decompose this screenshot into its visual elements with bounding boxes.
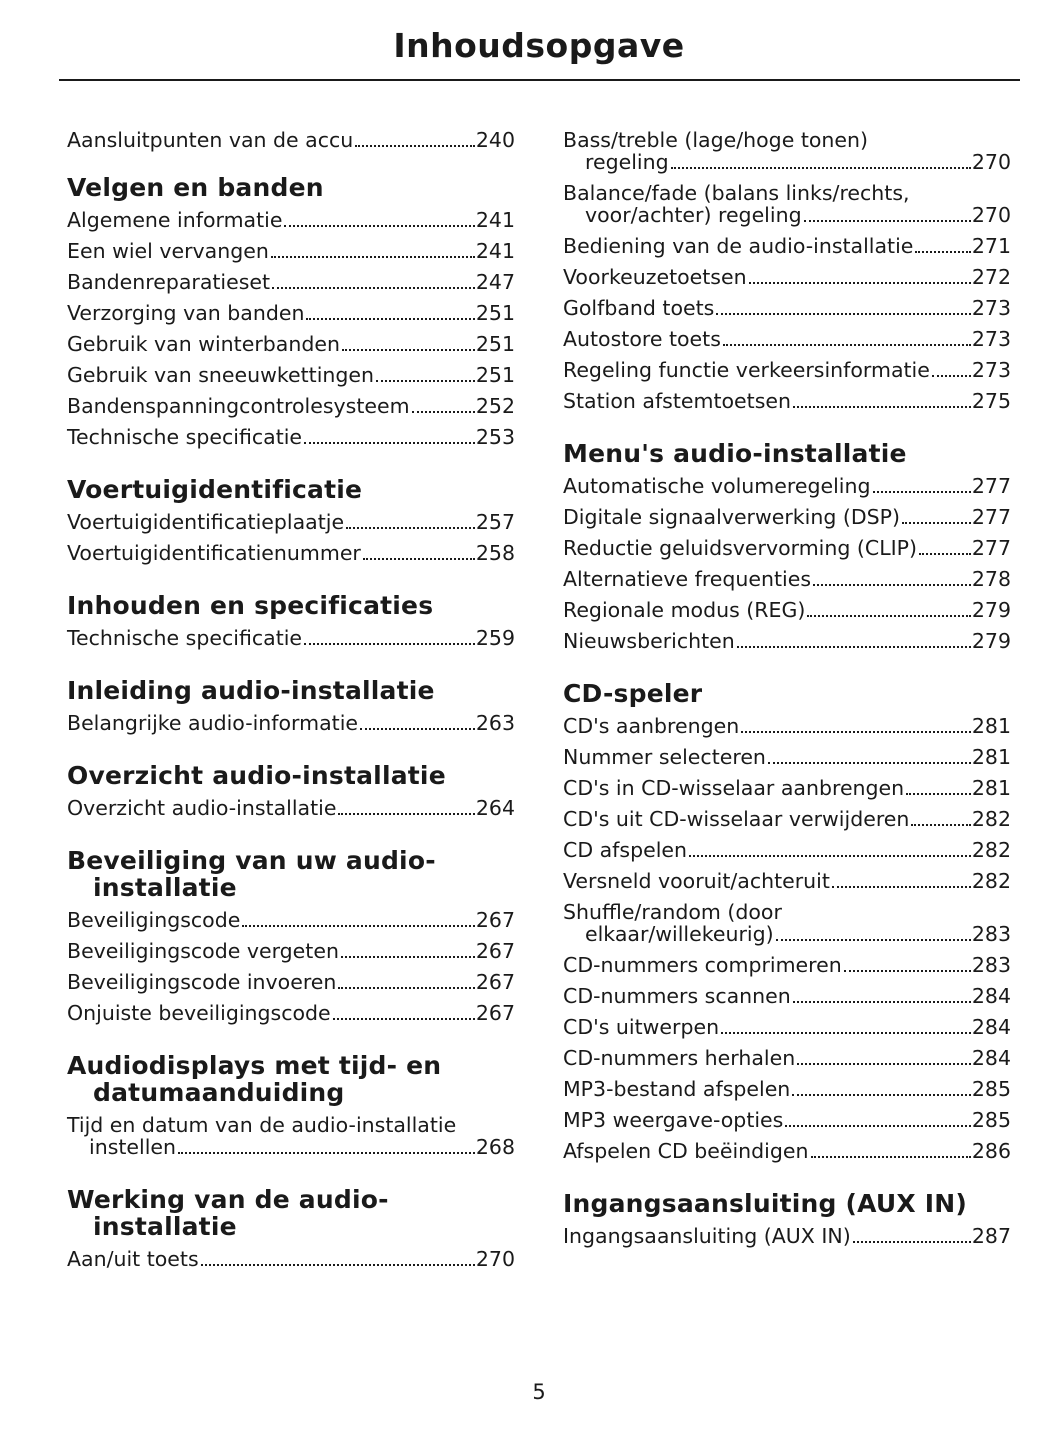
toc-page-number: 267 bbox=[475, 970, 515, 994]
toc-entry-label: CD's aanbrengen bbox=[563, 714, 740, 738]
toc-section-menus bbox=[563, 440, 1011, 657]
leader-dots bbox=[716, 313, 971, 315]
leader-dots bbox=[178, 1152, 475, 1154]
toc-entry[interactable] bbox=[563, 262, 1011, 293]
toc-entry-label: Aan/uit toets bbox=[67, 1247, 199, 1271]
toc-section-beveiliging bbox=[67, 847, 515, 1029]
toc-entry-label: Nieuwsberichten bbox=[563, 629, 735, 653]
toc-entry-label: Automatische volumeregeling bbox=[563, 474, 871, 498]
toc-section-audiodisplays bbox=[67, 1052, 515, 1163]
toc-page-number: 258 bbox=[475, 541, 515, 565]
toc-page-number: 279 bbox=[971, 598, 1011, 622]
leader-dots bbox=[902, 522, 971, 524]
toc-entry[interactable]: Balance/fade (balans links/rechts, voor/achter) regeling 270 bbox=[563, 181, 1011, 227]
toc-entry[interactable] bbox=[67, 998, 515, 1029]
toc-entry-label: CD-nummers herhalen bbox=[563, 1046, 796, 1070]
leader-dots bbox=[807, 615, 971, 617]
leader-dots bbox=[911, 824, 970, 826]
toc-page-number: 253 bbox=[475, 425, 515, 449]
toc-section-intro-right bbox=[563, 125, 1011, 417]
toc-section-aux bbox=[563, 1190, 1011, 1252]
toc-entry[interactable] bbox=[67, 205, 515, 236]
leader-dots bbox=[844, 970, 971, 972]
section-heading: Ingangsaansluiting (AUX IN) bbox=[563, 1189, 968, 1218]
toc-entry[interactable] bbox=[563, 1074, 1011, 1105]
leader-dots bbox=[915, 251, 970, 253]
toc-entry-label: CD afspelen bbox=[563, 838, 688, 862]
toc-entry[interactable] bbox=[67, 905, 515, 936]
toc-entry[interactable] bbox=[67, 329, 515, 360]
toc-entry-label: Onjuiste beveiligingscode bbox=[67, 1001, 331, 1025]
leader-dots bbox=[355, 145, 475, 147]
toc-entry-label: CD's uitwerpen bbox=[563, 1015, 720, 1039]
leader-dots bbox=[737, 646, 971, 648]
toc-page-number: 263 bbox=[475, 711, 515, 735]
toc-entry[interactable] bbox=[563, 324, 1011, 355]
toc-entry-label: Algemene informatie bbox=[67, 208, 283, 232]
toc-page-number: 241 bbox=[475, 208, 515, 232]
toc-page-number: 272 bbox=[971, 265, 1011, 289]
toc-entry[interactable] bbox=[67, 623, 515, 654]
toc-page-number: 271 bbox=[971, 234, 1011, 258]
toc-entry-label: Een wiel vervangen bbox=[67, 239, 269, 263]
toc-page-number: 278 bbox=[971, 567, 1011, 591]
toc-entry[interactable] bbox=[563, 1012, 1011, 1043]
toc-section-voertuigidentificatie bbox=[67, 476, 515, 569]
toc-entry[interactable] bbox=[563, 804, 1011, 835]
toc-page-number: 240 bbox=[475, 128, 515, 152]
toc-section-overzicht bbox=[67, 762, 515, 824]
leader-dots bbox=[793, 1001, 971, 1003]
toc-entry-label: Voertuigidentificatienummer bbox=[67, 541, 361, 565]
toc-entry[interactable] bbox=[67, 507, 515, 538]
toc-entry[interactable] bbox=[563, 231, 1011, 262]
toc-page-number: 284 bbox=[971, 1046, 1011, 1070]
leader-dots bbox=[768, 762, 971, 764]
toc-entry-label: Technische specificatie bbox=[67, 425, 303, 449]
toc-entry[interactable] bbox=[563, 742, 1011, 773]
toc-entry-label: Versneld vooruit/achteruit bbox=[563, 869, 830, 893]
toc-entry[interactable] bbox=[563, 1221, 1011, 1252]
toc-page-number: 257 bbox=[475, 510, 515, 534]
toc-page-number: 273 bbox=[971, 358, 1011, 382]
toc-page-number: 270 bbox=[971, 203, 1011, 227]
toc-entry[interactable] bbox=[563, 773, 1011, 804]
toc-right-column bbox=[563, 125, 1011, 1252]
toc-entry-label: Regeling functie verkeersinformatie bbox=[563, 358, 930, 382]
toc-page-number: 277 bbox=[971, 474, 1011, 498]
leader-dots bbox=[338, 987, 474, 989]
leader-dots bbox=[360, 728, 475, 730]
toc-entry-label: MP3 weergave-opties bbox=[563, 1108, 784, 1132]
leader-dots bbox=[797, 1063, 971, 1065]
leader-dots bbox=[853, 1241, 971, 1243]
toc-entry-label: CD-nummers comprimeren bbox=[563, 953, 842, 977]
toc-entry-label: Bediening van de audio-installatie bbox=[563, 234, 914, 258]
leader-dots bbox=[721, 1032, 971, 1034]
toc-page-number: 273 bbox=[971, 296, 1011, 320]
toc-page-number: 277 bbox=[971, 536, 1011, 560]
toc-entry[interactable] bbox=[67, 1244, 515, 1275]
leader-dots bbox=[342, 349, 475, 351]
toc-entry-label: Beveiligingscode invoeren bbox=[67, 970, 337, 994]
section-heading: Overzicht audio-installatie bbox=[67, 761, 446, 790]
leader-dots bbox=[873, 491, 971, 493]
toc-entry[interactable] bbox=[67, 125, 515, 156]
toc-page-number: 282 bbox=[971, 838, 1011, 862]
toc-entry[interactable] bbox=[563, 502, 1011, 533]
toc-entry-label: CD's in CD-wisselaar aanbrengen bbox=[563, 776, 905, 800]
toc-page-number: 251 bbox=[475, 301, 515, 325]
toc-entry[interactable] bbox=[563, 1105, 1011, 1136]
leader-dots bbox=[272, 287, 475, 289]
toc-page-number: 287 bbox=[971, 1224, 1011, 1248]
toc-entry[interactable] bbox=[67, 422, 515, 453]
leader-dots bbox=[932, 375, 971, 377]
toc-page-number: 241 bbox=[475, 239, 515, 263]
toc-page-number: 270 bbox=[475, 1247, 515, 1271]
toc-entry-label: Beveiligingscode vergeten bbox=[67, 939, 339, 963]
toc-page-number: 284 bbox=[971, 1015, 1011, 1039]
toc-entry-label: Overzicht audio-installatie bbox=[67, 796, 337, 820]
toc-entry-label: Belangrijke audio-informatie bbox=[67, 711, 359, 735]
leader-dots bbox=[363, 558, 475, 560]
leader-dots bbox=[671, 167, 971, 169]
leader-dots bbox=[919, 553, 971, 555]
toc-entry-label: Voorkeuzetoetsen bbox=[563, 265, 747, 289]
toc-page-number: 252 bbox=[475, 394, 515, 418]
toc-section-werking bbox=[67, 1186, 515, 1275]
page-number: 5 bbox=[532, 1380, 546, 1404]
toc-page-number: 283 bbox=[971, 922, 1011, 946]
page-title: Inhoudsopgave bbox=[393, 26, 685, 65]
section-heading: CD-speler bbox=[563, 679, 703, 708]
toc-entry[interactable] bbox=[563, 1136, 1011, 1167]
toc-entry-label: Voertuigidentificatieplaatje bbox=[67, 510, 345, 534]
toc-entry[interactable] bbox=[67, 538, 515, 569]
section-heading: Velgen en banden bbox=[67, 173, 324, 202]
section-heading: Werking van de audio-installatie bbox=[67, 1185, 389, 1241]
toc-page-number: 275 bbox=[971, 389, 1011, 413]
title-divider bbox=[59, 79, 1020, 81]
toc-entry[interactable] bbox=[67, 360, 515, 391]
toc-entry[interactable] bbox=[563, 355, 1011, 386]
leader-dots bbox=[306, 318, 474, 320]
toc-entry[interactable] bbox=[563, 950, 1011, 981]
toc-entry-label: MP3-bestand afspelen bbox=[563, 1077, 791, 1101]
toc-entry-label: Alternatieve frequenties bbox=[563, 567, 812, 591]
toc-section-intro-left bbox=[67, 125, 515, 156]
toc-entry-label: Bandenspanningcontrolesysteem bbox=[67, 394, 410, 418]
toc-entry[interactable] bbox=[563, 1043, 1011, 1074]
toc-page-number: 268 bbox=[475, 1135, 515, 1159]
toc-page-number: 279 bbox=[971, 629, 1011, 653]
leader-dots bbox=[776, 939, 971, 941]
leader-dots bbox=[689, 855, 971, 857]
toc-entry-label: Technische specificatie bbox=[67, 626, 303, 650]
toc-entry[interactable] bbox=[563, 711, 1011, 742]
toc-page-number: 273 bbox=[971, 327, 1011, 351]
toc-entry[interactable] bbox=[67, 267, 515, 298]
leader-dots bbox=[412, 411, 475, 413]
leader-dots bbox=[304, 643, 475, 645]
toc-page-number: 283 bbox=[971, 953, 1011, 977]
toc-entry[interactable] bbox=[563, 471, 1011, 502]
toc-entry-label: Aansluitpunten van de accu bbox=[67, 128, 354, 152]
toc-entry[interactable] bbox=[67, 793, 515, 824]
toc-left-column bbox=[67, 125, 515, 1275]
toc-entry-label: CD-nummers scannen bbox=[563, 984, 791, 1008]
leader-dots bbox=[906, 793, 971, 795]
leader-dots bbox=[741, 731, 971, 733]
toc-entry-label: Ingangsaansluiting (AUX IN) bbox=[563, 1224, 851, 1248]
toc-entry-label: Beveiligingscode bbox=[67, 908, 241, 932]
toc-page-number: 259 bbox=[475, 626, 515, 650]
toc-entry-label: Reductie geluidsvervorming (CLIP) bbox=[563, 536, 918, 560]
leader-dots bbox=[813, 584, 971, 586]
leader-dots bbox=[749, 282, 971, 284]
toc-entry[interactable]: Tijd en datum van de audio-installatie instellen 268 bbox=[67, 1113, 515, 1159]
toc-page-number: 251 bbox=[475, 363, 515, 387]
toc-entry[interactable] bbox=[563, 386, 1011, 417]
leader-dots bbox=[201, 1264, 475, 1266]
leader-dots bbox=[284, 225, 474, 227]
toc-page-number: 286 bbox=[971, 1139, 1011, 1163]
toc-entry-label: Autostore toets bbox=[563, 327, 721, 351]
leader-dots bbox=[804, 220, 971, 222]
section-heading: Voertuigidentificatie bbox=[67, 475, 363, 504]
toc-entry[interactable] bbox=[563, 981, 1011, 1012]
leader-dots bbox=[271, 256, 475, 258]
leader-dots bbox=[832, 886, 971, 888]
toc-entry-label: Afspelen CD beëindigen bbox=[563, 1139, 809, 1163]
leader-dots bbox=[242, 925, 475, 927]
toc-entry[interactable] bbox=[563, 835, 1011, 866]
toc-entry-label: Verzorging van banden bbox=[67, 301, 305, 325]
section-heading: Inhouden en specificaties bbox=[67, 591, 434, 620]
toc-entry-label: CD's uit CD-wisselaar verwijderen bbox=[563, 807, 910, 831]
leader-dots bbox=[304, 442, 475, 444]
toc-entry-label: Bandenreparatieset bbox=[67, 270, 271, 294]
leader-dots bbox=[811, 1156, 971, 1158]
toc-page-number: 247 bbox=[475, 270, 515, 294]
toc-page-number: 285 bbox=[971, 1077, 1011, 1101]
toc-page-number: 267 bbox=[475, 939, 515, 963]
toc-entry[interactable]: Bass/treble (lage/hoge tonen) regeling 270 bbox=[563, 128, 1011, 174]
toc-entry[interactable] bbox=[67, 936, 515, 967]
toc-entry-label: Station afstemtoetsen bbox=[563, 389, 791, 413]
toc-entry-label: Nummer selecteren bbox=[563, 745, 766, 769]
toc-entry[interactable] bbox=[67, 967, 515, 998]
toc-page-number: 267 bbox=[475, 1001, 515, 1025]
leader-dots bbox=[333, 1018, 475, 1020]
toc-page-number: 251 bbox=[475, 332, 515, 356]
section-heading: Beveiliging van uw audio-installatie bbox=[67, 846, 436, 902]
section-heading: Menu's audio-installatie bbox=[563, 439, 907, 468]
leader-dots bbox=[792, 1094, 971, 1096]
toc-entry[interactable] bbox=[67, 708, 515, 739]
toc-entry-label: Gebruik van winterbanden bbox=[67, 332, 340, 356]
toc-entry-label: Gebruik van sneeuwkettingen bbox=[67, 363, 375, 387]
leader-dots bbox=[346, 527, 475, 529]
toc-entry-label: Digitale signaalverwerking (DSP) bbox=[563, 505, 901, 529]
toc-section-velgen bbox=[67, 174, 515, 453]
toc-entry[interactable] bbox=[563, 595, 1011, 626]
leader-dots bbox=[338, 813, 474, 815]
toc-entry[interactable] bbox=[67, 298, 515, 329]
toc-entry-label: Golfband toets bbox=[563, 296, 715, 320]
section-heading: Audiodisplays met tijd- en datumaanduiding bbox=[67, 1051, 442, 1107]
toc-entry[interactable] bbox=[563, 626, 1011, 657]
toc-section-inhouden bbox=[67, 592, 515, 654]
section-heading: Inleiding audio-installatie bbox=[67, 676, 435, 705]
toc-page-number: 277 bbox=[971, 505, 1011, 529]
toc-page-number: 281 bbox=[971, 745, 1011, 769]
toc-page-number: 264 bbox=[475, 796, 515, 820]
leader-dots bbox=[341, 956, 475, 958]
toc-entry[interactable]: Shuffle/random (door elkaar/willekeurig) 283 bbox=[563, 900, 1011, 946]
toc-page-number: 281 bbox=[971, 714, 1011, 738]
toc-page-number: 270 bbox=[971, 150, 1011, 174]
toc-entry[interactable] bbox=[563, 564, 1011, 595]
leader-dots bbox=[785, 1125, 971, 1127]
toc-entry[interactable] bbox=[67, 391, 515, 422]
toc-entry[interactable] bbox=[563, 866, 1011, 897]
toc-entry-label: Regionale modus (REG) bbox=[563, 598, 806, 622]
toc-page-number: 285 bbox=[971, 1108, 1011, 1132]
toc-page-number: 267 bbox=[475, 908, 515, 932]
toc-section-inleiding bbox=[67, 677, 515, 739]
toc-page-number: 282 bbox=[971, 807, 1011, 831]
toc-page-number: 284 bbox=[971, 984, 1011, 1008]
toc-entry[interactable] bbox=[563, 533, 1011, 564]
toc-entry[interactable] bbox=[563, 293, 1011, 324]
toc-entry[interactable] bbox=[67, 236, 515, 267]
leader-dots bbox=[723, 344, 971, 346]
toc-page-number: 281 bbox=[971, 776, 1011, 800]
leader-dots bbox=[376, 380, 475, 382]
leader-dots bbox=[793, 406, 971, 408]
toc-page-number: 282 bbox=[971, 869, 1011, 893]
toc-section-cd-speler bbox=[563, 680, 1011, 1167]
